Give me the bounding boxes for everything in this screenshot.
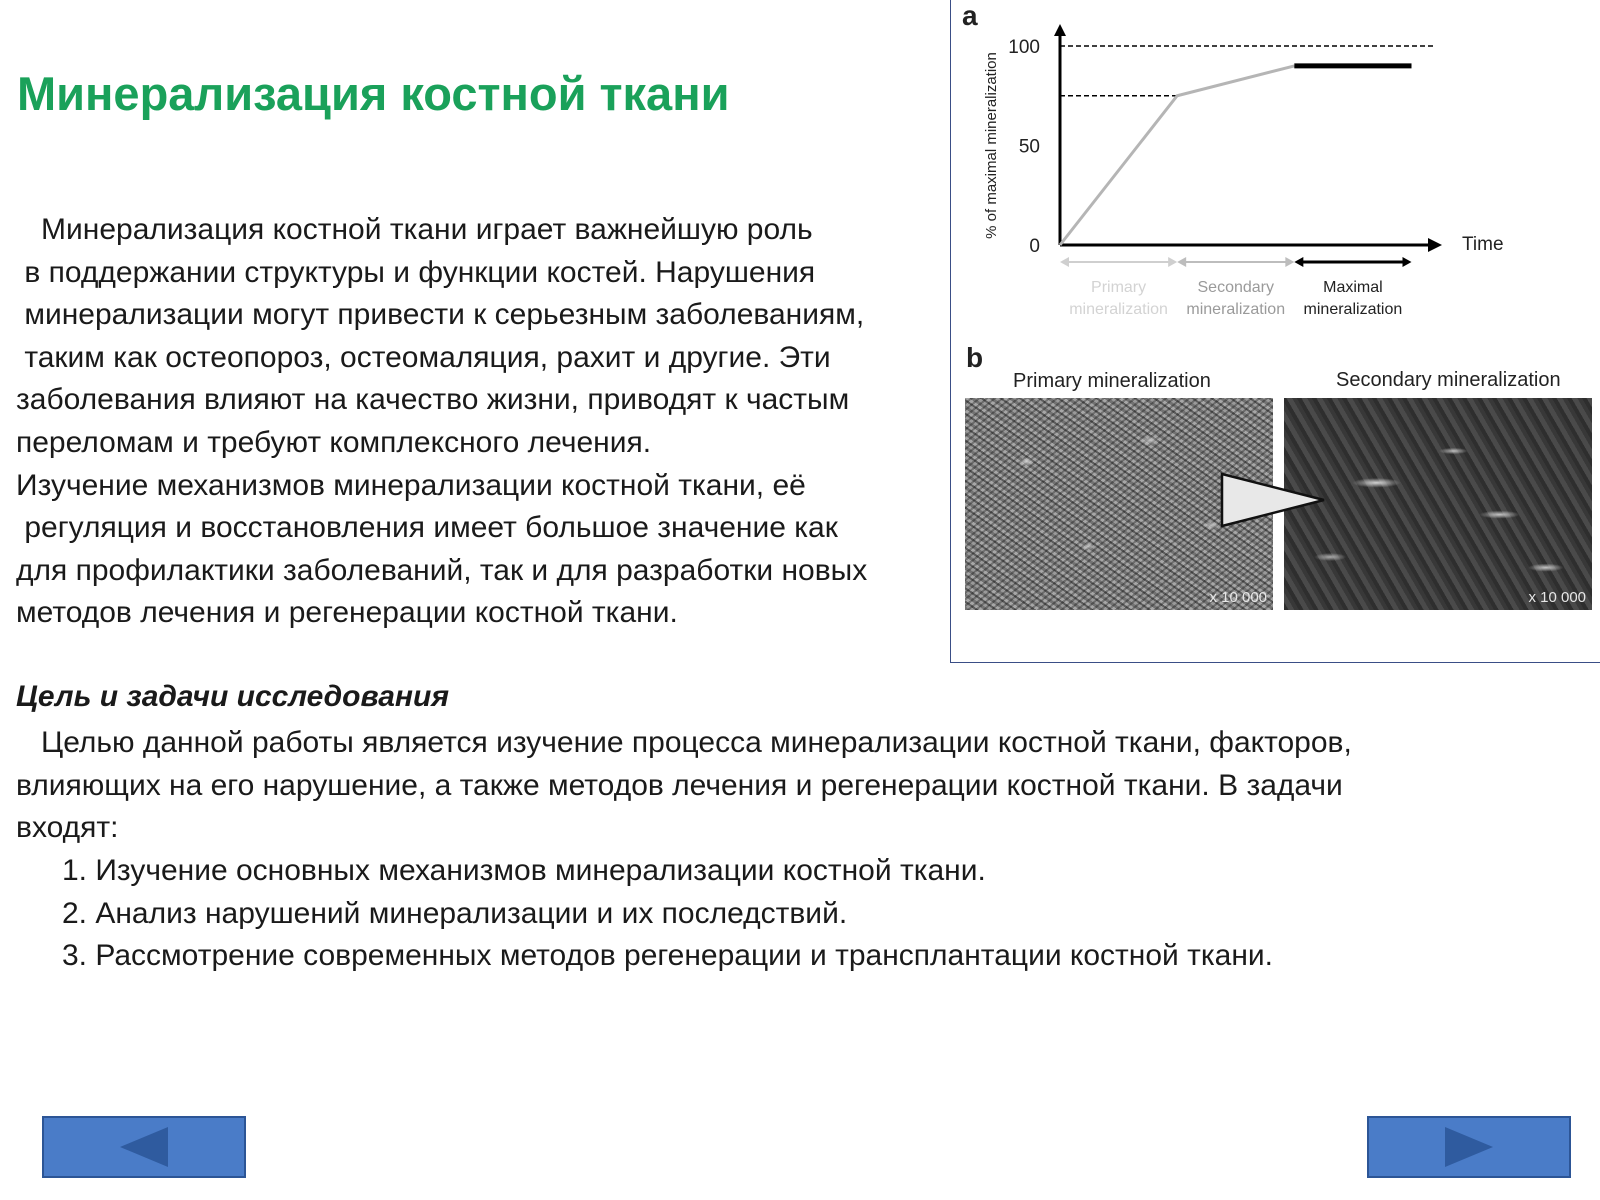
- progression-arrow-icon: [1220, 470, 1330, 530]
- task-item: 1. Изучение основных механизмов минерализации костной ткани.: [62, 854, 986, 887]
- next-slide-button[interactable]: [1367, 1116, 1571, 1178]
- task-item: 3. Рассмотрение современных методов регенерации и трансплантации костной ткани.: [62, 939, 1274, 973]
- x-axis-label: Time: [1462, 234, 1504, 255]
- phase-arrow-head-left: [1060, 257, 1069, 267]
- intro-line: в поддержании структуры и функции костей. Нарушения: [16, 255, 816, 289]
- phase-label: Secondary mineralization: [1186, 279, 1286, 318]
- intro-line: Изучение механизмов минерализации костной ткани, её: [16, 468, 806, 502]
- goals-paragraph: [16, 722, 1496, 850]
- y-tick-label: 100: [1008, 37, 1040, 58]
- previous-slide-button[interactable]: [42, 1116, 246, 1178]
- mineralization-chart: [950, 0, 1600, 330]
- task-item: 2. Анализ нарушений минерализации и их последствий.: [62, 896, 848, 930]
- phase-arrow-head-right: [1285, 257, 1294, 267]
- goal-line: Целью данной работы является изучение процесса минерализации костной ткани, факторов,: [16, 726, 1352, 759]
- intro-paragraph: [16, 209, 946, 635]
- x-axis-arrow: [1428, 238, 1442, 252]
- phase-label: Maximal mineralization: [1303, 279, 1403, 318]
- primary-magnification: x 10 000: [1209, 589, 1267, 606]
- phase-arrow-head-left: [1294, 257, 1303, 267]
- intro-line: таким как остеопороз, остеомаляция, рахит и другие. Эти: [16, 340, 831, 374]
- intro-line: минерализации могут привести к серьезным заболеваниям,: [16, 298, 865, 332]
- intro-line: Минерализация костной ткани играет важнейшую роль: [16, 213, 813, 246]
- phase-label: Primary mineralization: [1069, 279, 1168, 318]
- page-title: Минерализация костной ткани: [17, 67, 730, 120]
- arrow-right-icon: [1441, 1125, 1497, 1169]
- goal-line: влияющих на его нарушение, а также методов лечения и регенерации костной ткани. В задачи: [16, 768, 1343, 802]
- goal-line: входят:: [16, 811, 119, 845]
- mineralization-figure: [950, 0, 1600, 665]
- secondary-micrograph: [1284, 398, 1592, 610]
- phase-arrow-head-left: [1177, 257, 1186, 267]
- y-tick-label: 0: [1029, 236, 1040, 257]
- arrow-left-icon: [116, 1125, 172, 1169]
- y-tick-label: 50: [1018, 136, 1040, 158]
- y-axis-arrow: [1054, 24, 1066, 36]
- micro-secondary-title: Secondary mineralization: [1336, 369, 1561, 391]
- phase-arrow-head-right: [1168, 257, 1177, 267]
- y-axis-label: % of maximal mineralization: [983, 52, 1000, 239]
- series-line-0: [1060, 66, 1294, 245]
- intro-line: для профилактики заболеваний, так и для разработки новых: [16, 553, 868, 587]
- intro-line: регуляция и восстановления имеет большое значение как: [16, 511, 838, 545]
- micro-primary-title: Primary mineralization: [1013, 370, 1211, 392]
- intro-line: заболевания влияют на качество жизни, приводят к частым: [16, 383, 850, 417]
- intro-line: переломам и требуют комплексного лечения.: [16, 425, 652, 459]
- panel-a-letter: a: [962, 0, 978, 31]
- panel-b-letter: b: [966, 342, 984, 373]
- tasks-list: [62, 850, 1273, 978]
- secondary-magnification: x 10 000: [1528, 589, 1586, 606]
- intro-line: методов лечения и регенерации костной ткани.: [16, 596, 678, 630]
- goals-heading: Цель и задачи исследования: [16, 680, 450, 713]
- phase-arrow-head-right: [1403, 257, 1412, 267]
